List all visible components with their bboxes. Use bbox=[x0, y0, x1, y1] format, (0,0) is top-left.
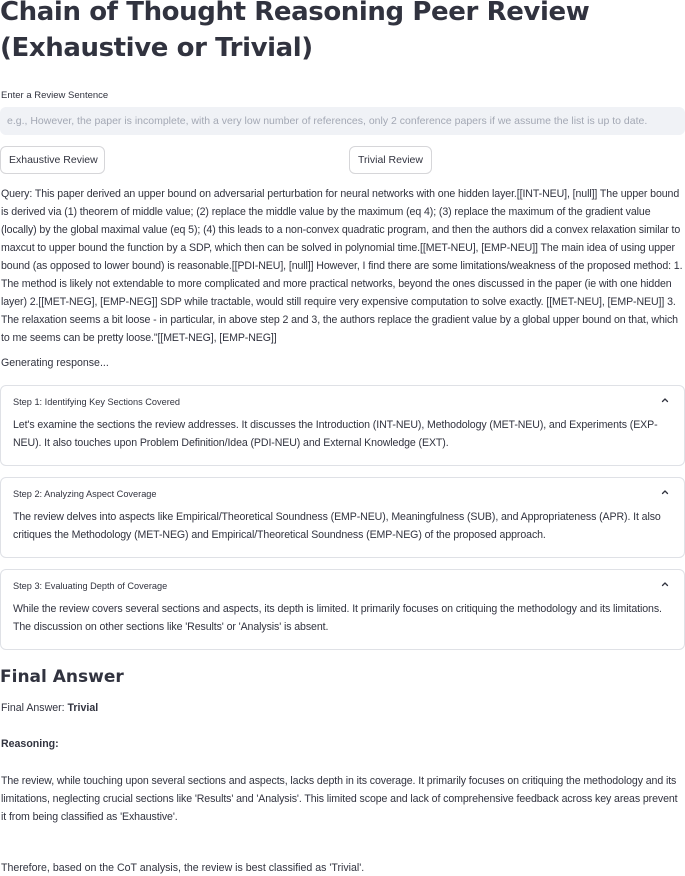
exhaustive-review-button[interactable]: Exhaustive Review bbox=[0, 146, 105, 174]
step-2-body: The review delves into aspects like Empirical/Theoretical Soundness (EMP-NEU), Meaningfulness (SUB), and Appropriateness (APR). It also critiques the Methodology (MET-NEG) and Empirical/Theoretical Soundness (EMP-NEG) of the proposed approach. bbox=[13, 511, 661, 541]
final-answer-heading: Final Answer bbox=[0, 667, 124, 687]
chevron-up-icon[interactable] bbox=[660, 579, 670, 589]
step-3-body: While the review covers several sections and aspects, its depth is limited. It primarily focuses on critiquing the methodology and its limitations. The discussion on other sections like 'Results' or 'Analysis' is absent. bbox=[13, 603, 662, 633]
reasoning-body: The review, while touching upon several sections and aspects, lacks depth in its coverage. It primarily focuses on critiquing the methodology and its limitations, neglecting crucial sections like 'Results' and 'Analysis'. This limited scope and lack of comprehensive feedback across key areas prevent it from being classified as 'Exhaustive'. bbox=[1, 775, 678, 823]
step-expander-1 bbox=[0, 385, 685, 466]
step-1-body: Let's examine the sections the review addresses. It discusses the Introduction (INT-NEU), Methodology (MET-NEU), and Experiments (EXP-NEU). It also touches upon Problem Definition/Idea (PDI-NEU) and External Knowledge (EXT). bbox=[13, 419, 658, 449]
step-2-header[interactable]: Step 2: Analyzing Aspect Coverage bbox=[13, 489, 157, 499]
final-answer-value: Trivial bbox=[67, 702, 99, 714]
step-expander-2 bbox=[0, 477, 685, 558]
page-title: Chain of Thought Reasoning Peer Review (Exhaustive or Trivial) bbox=[0, 0, 590, 63]
generating-status: Generating response... bbox=[1, 357, 109, 369]
trivial-review-button[interactable]: Trivial Review bbox=[349, 146, 432, 174]
conclusion-text: Therefore, based on the CoT analysis, the review is best classified as 'Trivial'. bbox=[1, 862, 365, 874]
step-1-header[interactable]: Step 1: Identifying Key Sections Covered bbox=[13, 397, 181, 407]
final-answer-prefix: Final Answer: bbox=[1, 702, 68, 714]
step-3-header[interactable]: Step 3: Evaluating Depth of Coverage bbox=[13, 581, 168, 591]
query-text: Query: This paper derived an upper bound on adversarial perturbation for neural networks with one hidden layer.[[INT-NEU], [null]] The upper bound is derived via (1) theorem of middle value; (2) replace the middle value by the maximum (eq 4); (3) replace the maximum of the gradient value (locally) by the global maximal value (eq 5); (4) this leads to a non-convex quadratic program, and then the authors did a convex relaxation similar to maxcut to upper bound the function by a SDP, which then can be solved in polynomial time.[[MET-NEU], [EMP-NEU]] The main idea of using upper bound (as opposed to lower bound) is reasonable.[[PDI-NEU], [null]] However, I find there are some limitations/weakness of the proposed method: 1. The method is likely not extendable to more complicated and more practical networks, beyond the ones discussed in the paper (ie with one hidden layer) 2.[[MET-NEG], [EMP-NEG]] SDP while tractable, would still require very expensive computation to solve exactly. [[MET-NEU], [EMP-NEU]] 3. The relaxation seems a bit loose - in particular, in above step 2 and 3, the authors replace the gradient value by a global upper bound on that, which to me seems can be pretty loose."[[MET-NEG], [EMP-NEG]] bbox=[1, 188, 683, 344]
step-expander-3 bbox=[0, 569, 685, 650]
review-input-label: Enter a Review Sentence bbox=[1, 90, 109, 101]
final-answer-line bbox=[1, 702, 98, 714]
reasoning-label: Reasoning: bbox=[1, 738, 59, 750]
review-sentence-input[interactable] bbox=[0, 107, 685, 135]
chevron-up-icon[interactable] bbox=[660, 487, 670, 497]
chevron-up-icon[interactable] bbox=[660, 395, 670, 405]
